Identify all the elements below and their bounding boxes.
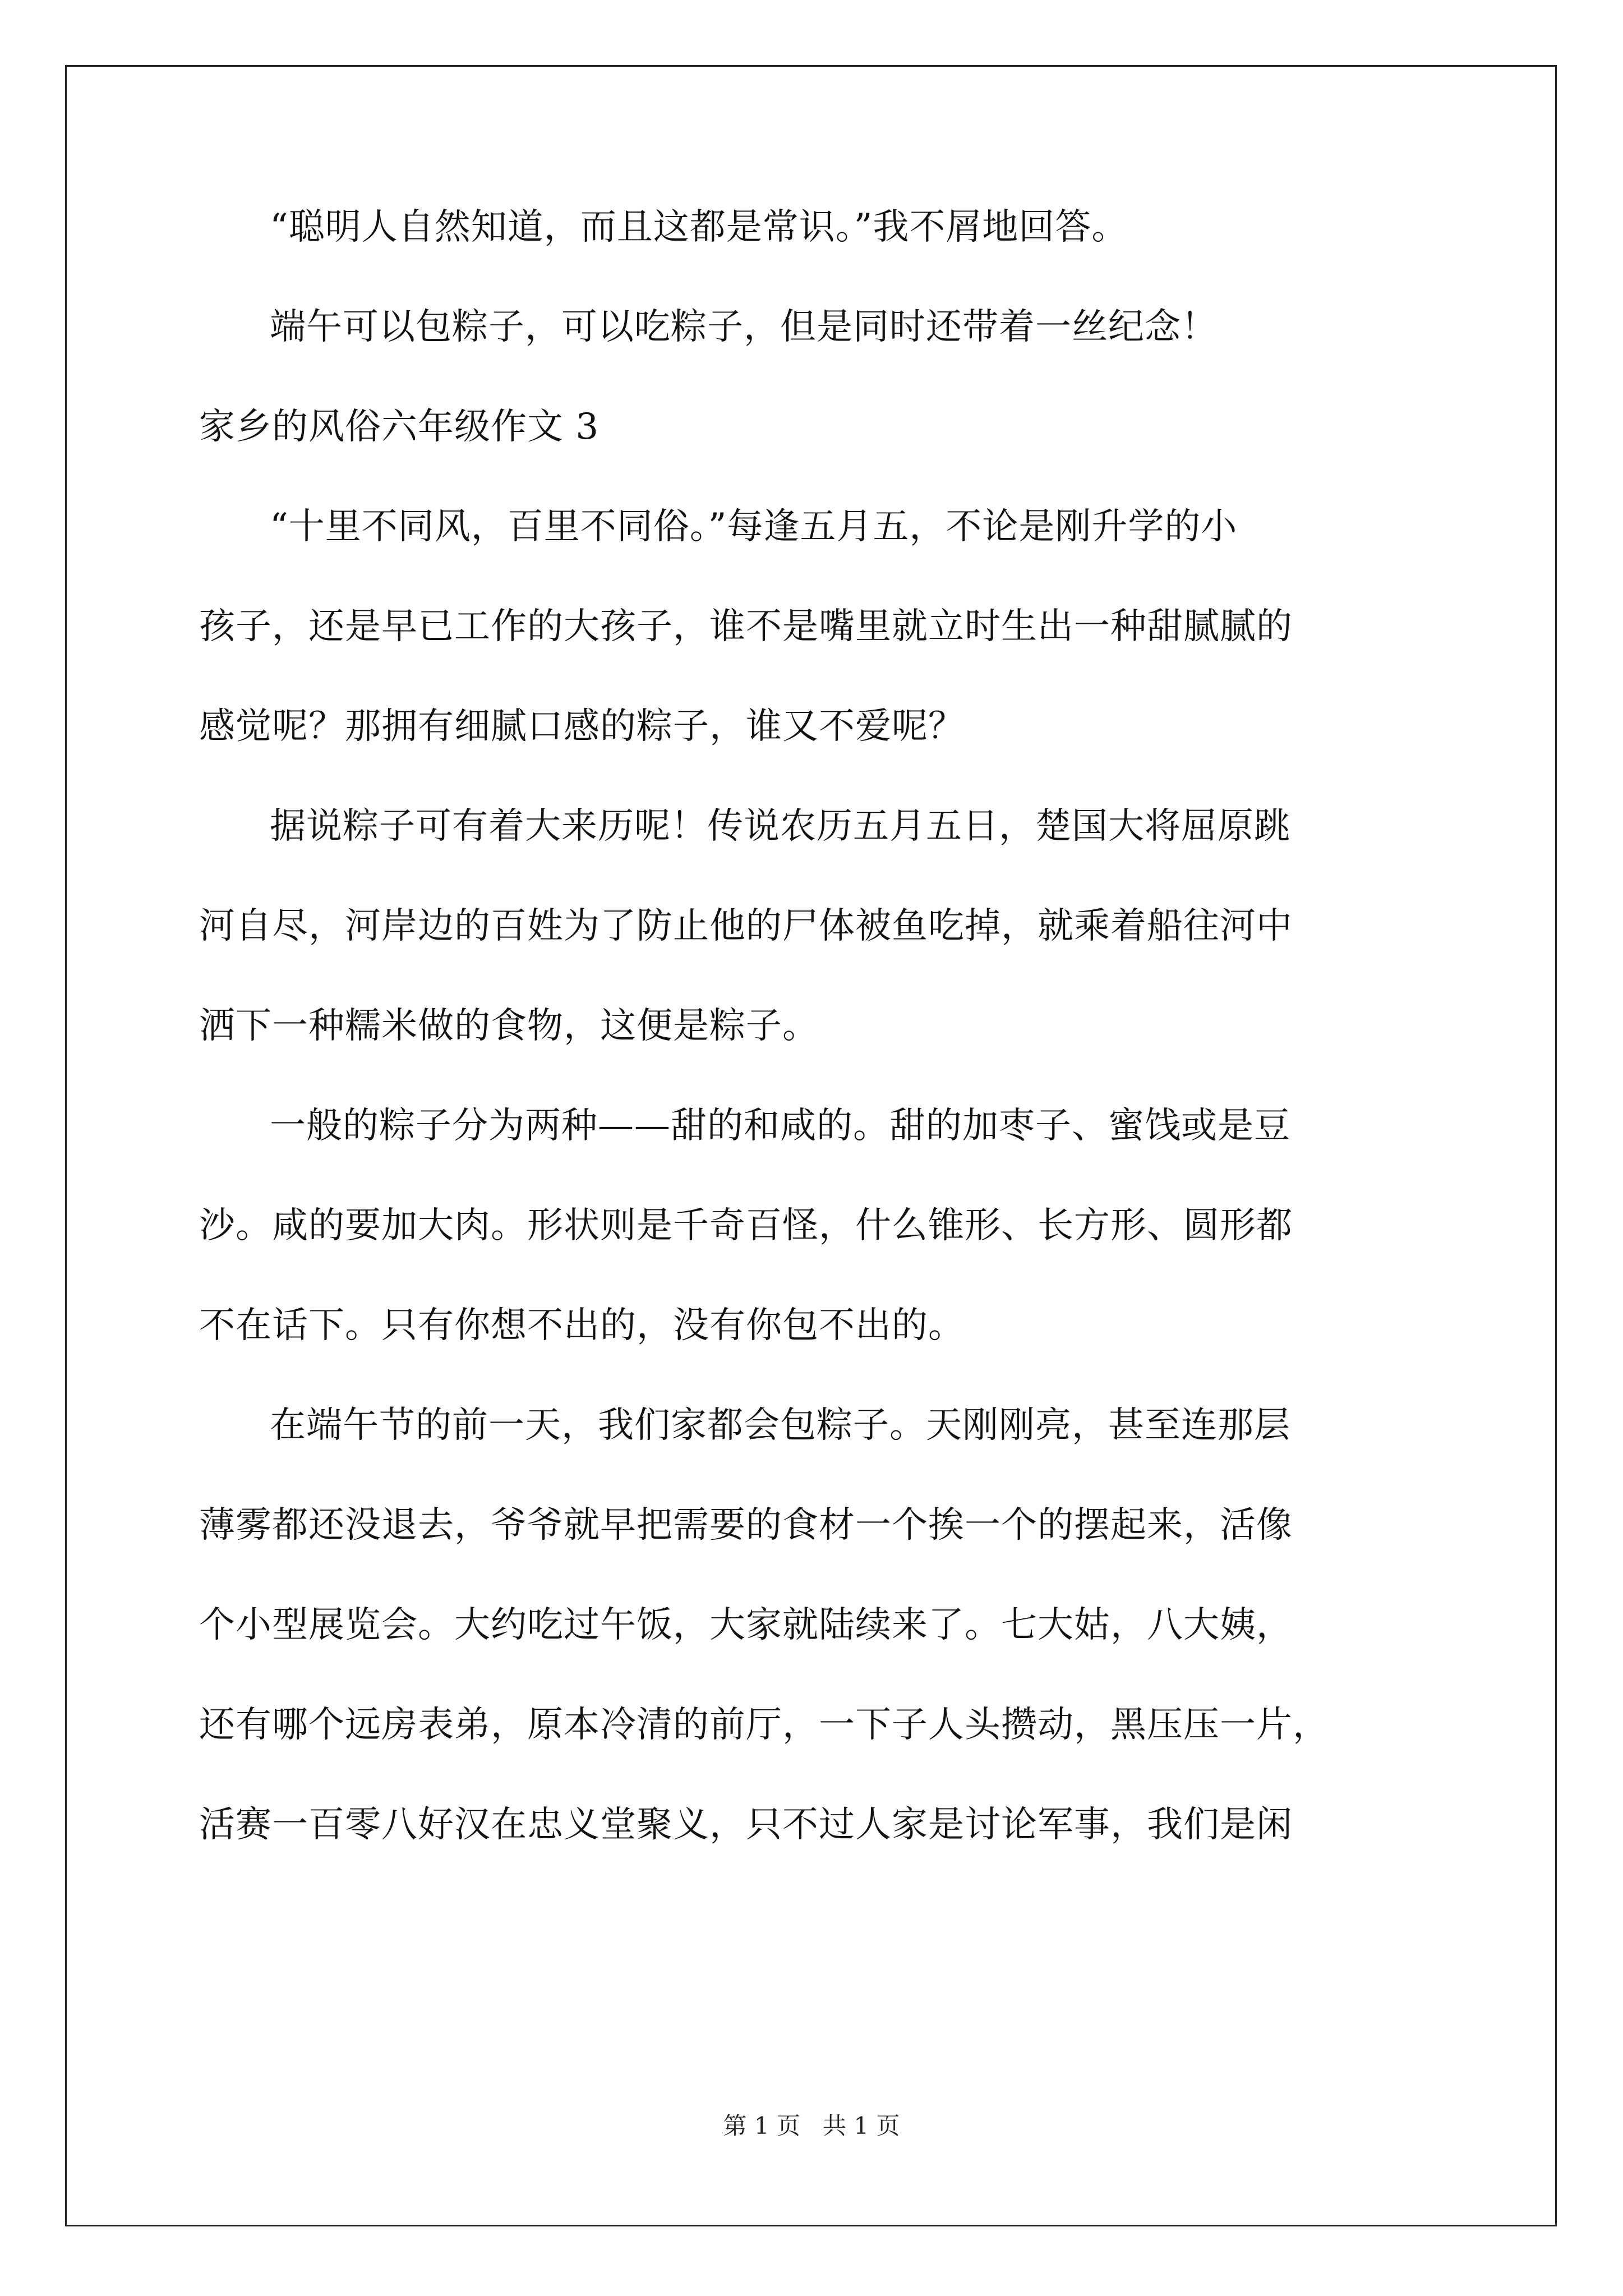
paragraph-line: 一般的粽子分为两种——甜的和咸的。甜的加枣子、蜜饯或是豆: [270, 1105, 1290, 1147]
paragraph-line: 感觉呢？那拥有细腻口感的粽子，谁又不爱呢？: [199, 706, 965, 747]
paragraph-line: 活赛一百零八好汉在忠义堂聚义，只不过人家是讨论军事，我们是闲: [199, 1804, 1293, 1846]
document-body: [199, 202, 1444, 1899]
paragraph-line: 河自尽，河岸边的百姓为了防止他的尸体被鱼吃掉，就乘着船往河中: [199, 905, 1293, 947]
paragraph-line: 孩子，还是早已工作的大孩子，谁不是嘴里就立时生出一种甜腻腻的: [199, 606, 1293, 647]
paragraph-line: 端午可以包粽子，可以吃粽子，但是同时还带着一丝纪念！: [270, 306, 1218, 348]
paragraph-line: 据说粽子可有着大来历呢！传说农历五月五日，楚国大将屈原跳: [270, 806, 1290, 847]
paragraph-line: 还有哪个远房表弟，原本冷清的前厅，一下子人头攒动，黑压压一片，: [199, 1704, 1329, 1746]
paragraph-line: 在端午节的前一天，我们家都会包粽子。天刚刚亮，甚至连那层: [270, 1405, 1290, 1446]
paragraph-line: “聪明人自然知道，而且这都是常识。”我不屑地回答。: [270, 206, 1128, 248]
section-heading: 家乡的风俗六年级作文 3: [199, 406, 600, 448]
paragraph-line: 沙。咸的要加大肉。形状则是千奇百怪，什么锥形、长方形、圆形都: [199, 1205, 1293, 1246]
paragraph-line: 洒下一种糯米做的食物，这便是粽子。: [199, 1005, 819, 1047]
paragraph-line: 个小型展览会。大约吃过午饭，大家就陆续来了。七大姑，八大姨，: [199, 1604, 1293, 1646]
paragraph-line: “十里不同风，百里不同俗。”每逢五月五，不论是刚升学的小: [270, 506, 1238, 547]
paragraph-line: 薄雾都还没退去，爷爷就早把需要的食材一个挨一个的摆起来，活像: [199, 1504, 1293, 1546]
paragraph-line: 不在话下。只有你想不出的，没有你包不出的。: [199, 1305, 965, 1346]
page-number-footer: 第 1 页 共 1 页: [723, 2112, 900, 2139]
